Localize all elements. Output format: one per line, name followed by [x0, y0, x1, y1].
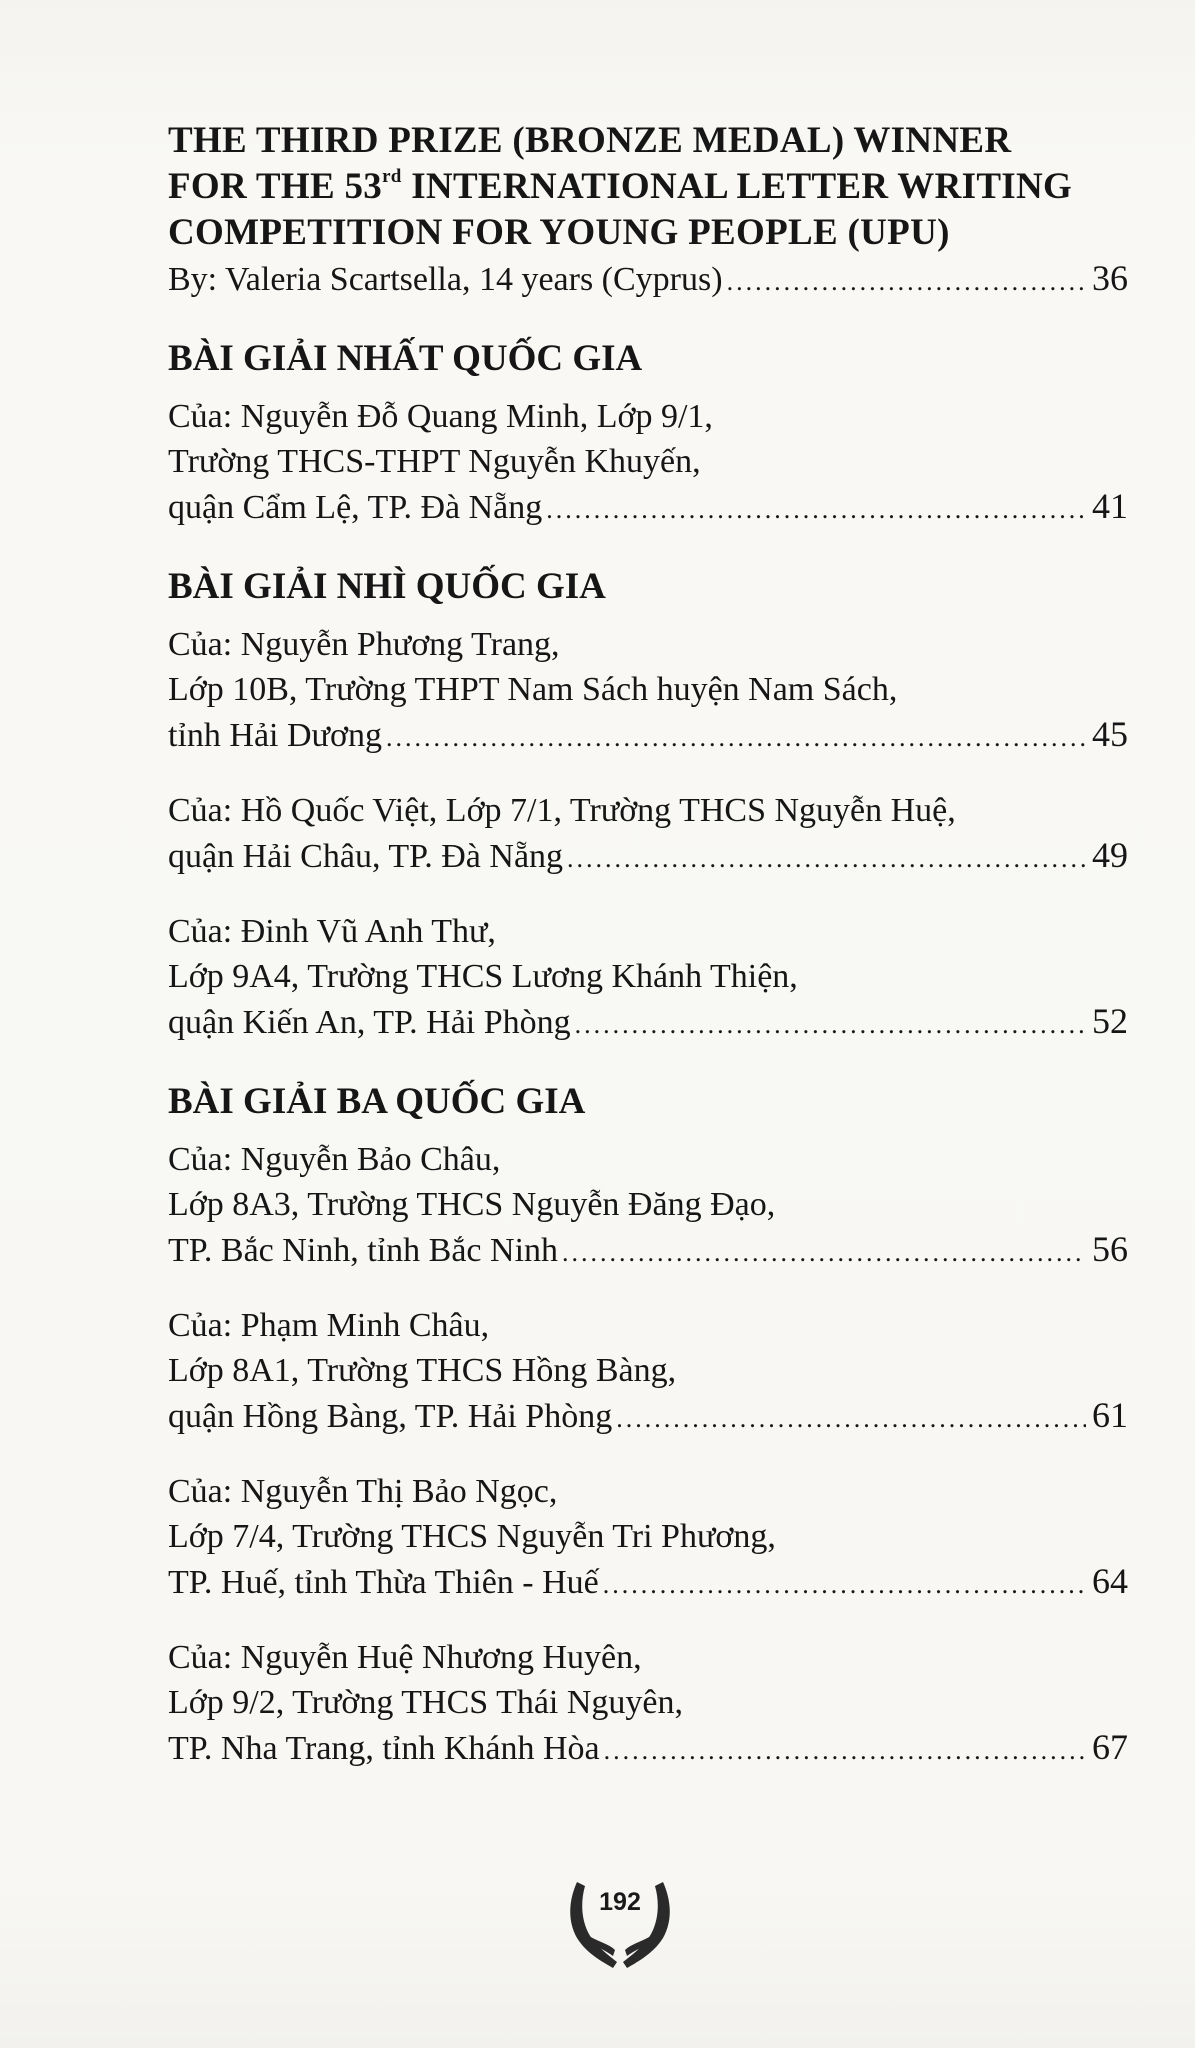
- heading-line-3: COMPETITION FOR YOUNG PEOPLE (UPU): [168, 212, 950, 253]
- toc-entry[interactable]: [168, 1635, 1128, 1773]
- spacer: [168, 1275, 1128, 1303]
- page-number: 61: [1092, 1395, 1128, 1435]
- entry-line: Lớp 8A1, Trường THCS Hồng Bàng,: [168, 1352, 677, 1389]
- entry-text: TP. Bắc Ninh, tỉnh Bắc Ninh: [168, 1232, 559, 1269]
- entry-last-line: [168, 712, 1128, 760]
- spacer: [168, 1047, 1128, 1079]
- dot-leader: [546, 487, 1086, 532]
- toc-entry[interactable]: [168, 909, 1128, 1047]
- entry-line: Của: Nguyễn Bảo Châu,: [168, 1141, 501, 1178]
- spacer: [168, 532, 1128, 564]
- toc-entry[interactable]: [168, 788, 1128, 881]
- dot-leader: [604, 1728, 1086, 1773]
- spacer: [168, 1607, 1128, 1635]
- dot-leader: [575, 1002, 1086, 1047]
- page-number: 36: [1092, 258, 1128, 298]
- page-number: 52: [1092, 1001, 1128, 1041]
- entry-last-line: [168, 256, 1128, 304]
- heading-line-1: THE THIRD PRIZE (BRONZE MEDAL) WINNER: [168, 120, 1012, 161]
- dot-leader: [562, 1230, 1086, 1275]
- footer-page-number: 192: [599, 1888, 641, 1916]
- entry-line: Của: Nguyễn Huệ Nhương Huyên,: [168, 1639, 642, 1676]
- toc-entry[interactable]: [168, 1137, 1128, 1275]
- section-title: BÀI GIẢI BA QUỐC GIA: [168, 1081, 586, 1122]
- toc-entry[interactable]: [168, 1303, 1128, 1441]
- entry-last-line: [168, 833, 1128, 881]
- dot-leader: [727, 259, 1086, 304]
- dot-leader: [603, 1562, 1086, 1607]
- dot-leader: [567, 836, 1086, 881]
- hands-icon: [555, 1876, 685, 1976]
- entry-line: Lớp 7/4, Trường THCS Nguyễn Tri Phương,: [168, 1518, 776, 1555]
- entry-text: quận Hồng Bàng, TP. Hải Phòng: [168, 1398, 613, 1435]
- page-number: 41: [1092, 486, 1128, 526]
- entry-last-line: [168, 999, 1128, 1047]
- dot-leader: [386, 715, 1086, 760]
- entry-line: Lớp 9/2, Trường THCS Thái Nguyên,: [168, 1684, 684, 1721]
- section-title: BÀI GIẢI NHÌ QUỐC GIA: [168, 566, 606, 607]
- section-title: BÀI GIẢI NHẤT QUỐC GIA: [168, 338, 643, 379]
- entry-last-line: [168, 1227, 1128, 1275]
- page-number: 45: [1092, 714, 1128, 754]
- spacer: [168, 304, 1128, 336]
- entry-line: Lớp 9A4, Trường THCS Lương Khánh Thiện,: [168, 958, 798, 995]
- entry-line: Lớp 8A3, Trường THCS Nguyễn Đăng Đạo,: [168, 1186, 776, 1223]
- entry-line: Trường THCS-THPT Nguyễn Khuyến,: [168, 443, 701, 480]
- sections-container: [168, 304, 1128, 1773]
- entry-line: Của: Nguyễn Thị Bảo Ngọc,: [168, 1473, 558, 1510]
- spacer: [168, 382, 1128, 394]
- heading-line-2b: INTERNATIONAL LETTER WRITING: [401, 166, 1073, 207]
- entry-line: Của: Nguyễn Phương Trang,: [168, 626, 560, 663]
- page-number: 67: [1092, 1727, 1128, 1767]
- entry-text: By: Valeria Scartsella, 14 years (Cyprus): [168, 261, 723, 298]
- heading-line-2: [168, 164, 1128, 210]
- toc-entry[interactable]: [168, 622, 1128, 760]
- entry-last-line: [168, 484, 1128, 532]
- spacer: [168, 1125, 1128, 1137]
- dot-leader: [616, 1396, 1086, 1441]
- spacer: [168, 610, 1128, 622]
- entry-text: TP. Nha Trang, tỉnh Khánh Hòa: [168, 1730, 600, 1767]
- toc-entry[interactable]: [168, 256, 1128, 304]
- page-footer: [555, 1876, 685, 1976]
- entry-text: quận Kiến An, TP. Hải Phòng: [168, 1004, 571, 1041]
- page-number: 49: [1092, 835, 1128, 875]
- entry-line: Lớp 10B, Trường THPT Nam Sách huyện Nam Sách,: [168, 671, 898, 708]
- entry-last-line: [168, 1725, 1128, 1773]
- page-number: 56: [1092, 1229, 1128, 1269]
- toc-entry[interactable]: [168, 394, 1128, 532]
- heading-line-2a: FOR THE 53: [168, 166, 383, 207]
- spacer: [168, 881, 1128, 909]
- entry-text: quận Hải Châu, TP. Đà Nẵng: [168, 838, 564, 875]
- entry-text: TP. Huế, tỉnh Thừa Thiên - Huế: [168, 1564, 599, 1601]
- entry-last-line: [168, 1393, 1128, 1441]
- toc-entry[interactable]: [168, 1469, 1128, 1607]
- heading-superscript: rd: [382, 166, 402, 187]
- entry-text: tỉnh Hải Dương: [168, 717, 382, 754]
- entry-last-line: [168, 1559, 1128, 1607]
- entry-text: quận Cẩm Lệ, TP. Đà Nẵng: [168, 489, 543, 526]
- spacer: [168, 760, 1128, 788]
- entry-line: Của: Nguyễn Đỗ Quang Minh, Lớp 9/1,: [168, 398, 713, 435]
- entry-line: Của: Phạm Minh Châu,: [168, 1307, 490, 1344]
- entry-line: Của: Đinh Vũ Anh Thư,: [168, 913, 496, 950]
- entry-line: Của: Hồ Quốc Việt, Lớp 7/1, Trường THCS Nguyễn Huệ,: [168, 792, 956, 829]
- table-of-contents: [168, 118, 1128, 1773]
- page-number: 64: [1092, 1561, 1128, 1601]
- spacer: [168, 1441, 1128, 1469]
